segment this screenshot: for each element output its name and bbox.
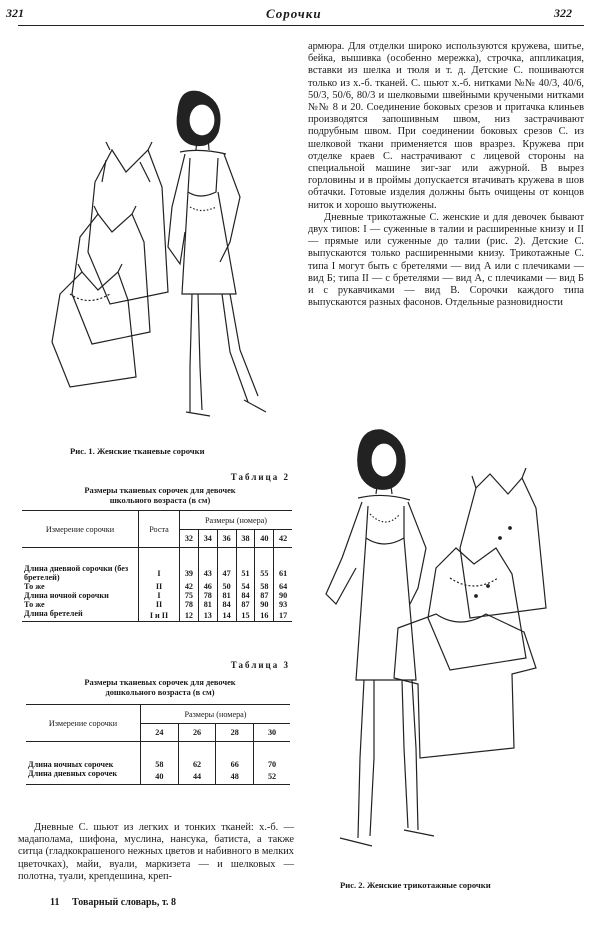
cell: 70	[254, 742, 290, 770]
cell: 54	[236, 582, 255, 591]
cell: 75	[180, 591, 199, 600]
cell: 81	[198, 600, 217, 609]
right-column-text	[308, 41, 584, 309]
running-title: Сорочки	[266, 6, 322, 21]
table-row	[26, 769, 290, 785]
page-number-right: 322	[554, 6, 572, 20]
table-row	[22, 591, 292, 600]
figure-1-caption: Рис. 1. Женские тканевые сорочки	[70, 446, 205, 456]
table-row	[22, 609, 292, 622]
table-2-size: 40	[255, 530, 274, 548]
cell: 47	[217, 548, 236, 583]
cell: 14	[217, 609, 236, 622]
figure-2-illustration	[300, 418, 590, 870]
source-note: Товарный словарь, т. 8	[72, 897, 176, 908]
woman-figure-drawing	[326, 430, 434, 846]
row-label: Длина дневных сорочек	[28, 769, 118, 778]
table-2-size: 34	[198, 530, 217, 548]
cell: 81	[217, 591, 236, 600]
knit-garments-drawing	[394, 468, 546, 758]
cell: 43	[198, 548, 217, 583]
table-3-header-measure: Измерение сорочки	[26, 705, 141, 742]
cell: 48	[216, 769, 254, 785]
cell: 64	[274, 582, 292, 591]
cell: 50	[217, 582, 236, 591]
cell: 58	[255, 582, 274, 591]
table-2-title	[30, 486, 290, 506]
left-column-text	[18, 822, 294, 883]
row-height: I и II	[139, 609, 180, 622]
cell: 58	[141, 742, 179, 770]
cell: 78	[198, 591, 217, 600]
cell: 52	[254, 769, 290, 785]
cell: 62	[178, 742, 216, 770]
cell: 42	[180, 582, 199, 591]
row-height: I	[139, 548, 180, 583]
table-2-label: Таблица 2	[230, 472, 290, 482]
table-2-title-line: школьного возраста (в см)	[109, 496, 211, 505]
cell: 87	[236, 600, 255, 609]
cell: 51	[236, 548, 255, 583]
table-3-size: 24	[141, 724, 179, 742]
paragraph: Дневные трикотажные С. женские и для девочек бывают двух типов: I — суженные в талии и расширенные книзу и II — прямые или суженные до талии (рис. 2). Детские С. выпускаются только расширенными книзу. Трикотажные С. типа I могут быть с бретелями — вид А или с плечиками — вид Б; типа II — с бретелями — вид А, с плечиками — вид Б и с рукавчиками — вид В. Сорочки каждого типа выпускаются разных фасонов. Отдельные разновидности	[308, 211, 584, 309]
cell: 39	[180, 548, 199, 583]
cell: 40	[141, 769, 179, 785]
table-2-title-line: Размеры тканевых сорочек для девочек	[84, 486, 236, 495]
table-3-size: 30	[254, 724, 290, 742]
signature-mark: 11	[50, 897, 60, 908]
header-rule	[18, 25, 584, 26]
table-3	[26, 704, 290, 785]
cell: 15	[236, 609, 255, 622]
figure-2-caption: Рис. 2. Женские трикотажные сорочки	[340, 880, 491, 890]
paragraph: Дневные С. шьют из легких и тонких тканей: х.-б. — мадаполама, шифона, муслина, нансука, батиста, а также ситца (гладкокрашеного нежных цветов и набивного в мелких цветочках), майи, вуали, маркизета — и шелковых — полотна, туали, крепдешина, креп-	[18, 822, 294, 882]
table-row	[26, 742, 290, 770]
table-3-size: 26	[178, 724, 216, 742]
cell: 90	[255, 600, 274, 609]
table-2-header-sizes: Размеры (номера)	[180, 511, 293, 530]
table-3-header-sizes: Размеры (номера)	[141, 705, 291, 724]
table-3-title	[30, 678, 290, 698]
cell: 13	[198, 609, 217, 622]
cell: 17	[274, 609, 292, 622]
woman-figure-drawing	[168, 91, 266, 416]
row-label: То же	[24, 582, 45, 591]
cell: 55	[255, 548, 274, 583]
row-height: I	[139, 591, 180, 600]
table-row	[22, 582, 292, 591]
table-2-size: 42	[274, 530, 292, 548]
table-3-label: Таблица 3	[230, 660, 290, 670]
paragraph: армюра. Для отделки широко используются кружева, шитье, бейка, вышивка (особенно мережка), строчка, аппликация, вставки из шелка и тюля и т. д. Детские С. пошиваются только из х.-б. тканей. С. шьют х.-б. нитками №№ 40/3, 40/6, 50/3, 50/6, 80/3 и шелковыми швейными кручеными нитками №№ 8 и 20. Соединение боковых срезов и притачка клиньев производятся запошивным швом, низ застрачивают подрубным швом. При соединении боковых срезов С. из шелковой ткани применяется шов вразрез. Кружева при отделке краев С. настрачивают с лицевой стороны на специальной машине зиг-заг или ажурной. В вырез горловины и в проймы допускается втачивать кружева в шов обтачки. Готовые изделия должны быть очищены от концов ниток и хорошо выутюжены.	[308, 41, 584, 211]
table-2-size: 32	[180, 530, 199, 548]
table-row	[22, 600, 292, 609]
cell: 90	[274, 591, 292, 600]
cell: 16	[255, 609, 274, 622]
folded-slips-drawing	[52, 142, 168, 387]
row-label: Длина ночной сорочки	[24, 591, 109, 600]
table-2-size: 36	[217, 530, 236, 548]
cell: 84	[217, 600, 236, 609]
cell: 12	[180, 609, 199, 622]
row-height: II	[139, 582, 180, 591]
row-label: Длина бретелей	[24, 609, 83, 618]
cell: 66	[216, 742, 254, 770]
table-2-header-measure: Измерение сорочки	[22, 511, 139, 548]
table-3-size: 28	[216, 724, 254, 742]
cell: 46	[198, 582, 217, 591]
table-2-header-height: Роста	[139, 511, 180, 548]
table-row	[22, 548, 292, 583]
cell: 61	[274, 548, 292, 583]
table-2-size: 38	[236, 530, 255, 548]
row-label: То же	[24, 600, 45, 609]
table-3-title-line: Размеры тканевых сорочек для девочек	[84, 678, 236, 687]
table-2	[22, 510, 292, 622]
cell: 78	[180, 600, 199, 609]
cell: 44	[178, 769, 216, 785]
row-height: II	[139, 600, 180, 609]
row-label: Длина дневной сорочки (без бретелей)	[24, 564, 129, 582]
page-number-left: 321	[6, 6, 24, 20]
row-label: Длина ночных сорочек	[28, 760, 114, 769]
cell: 87	[255, 591, 274, 600]
table-3-title-line: дошкольного возраста (в см)	[105, 688, 215, 697]
cell: 84	[236, 591, 255, 600]
figure-1-illustration	[40, 32, 302, 432]
cell: 93	[274, 600, 292, 609]
